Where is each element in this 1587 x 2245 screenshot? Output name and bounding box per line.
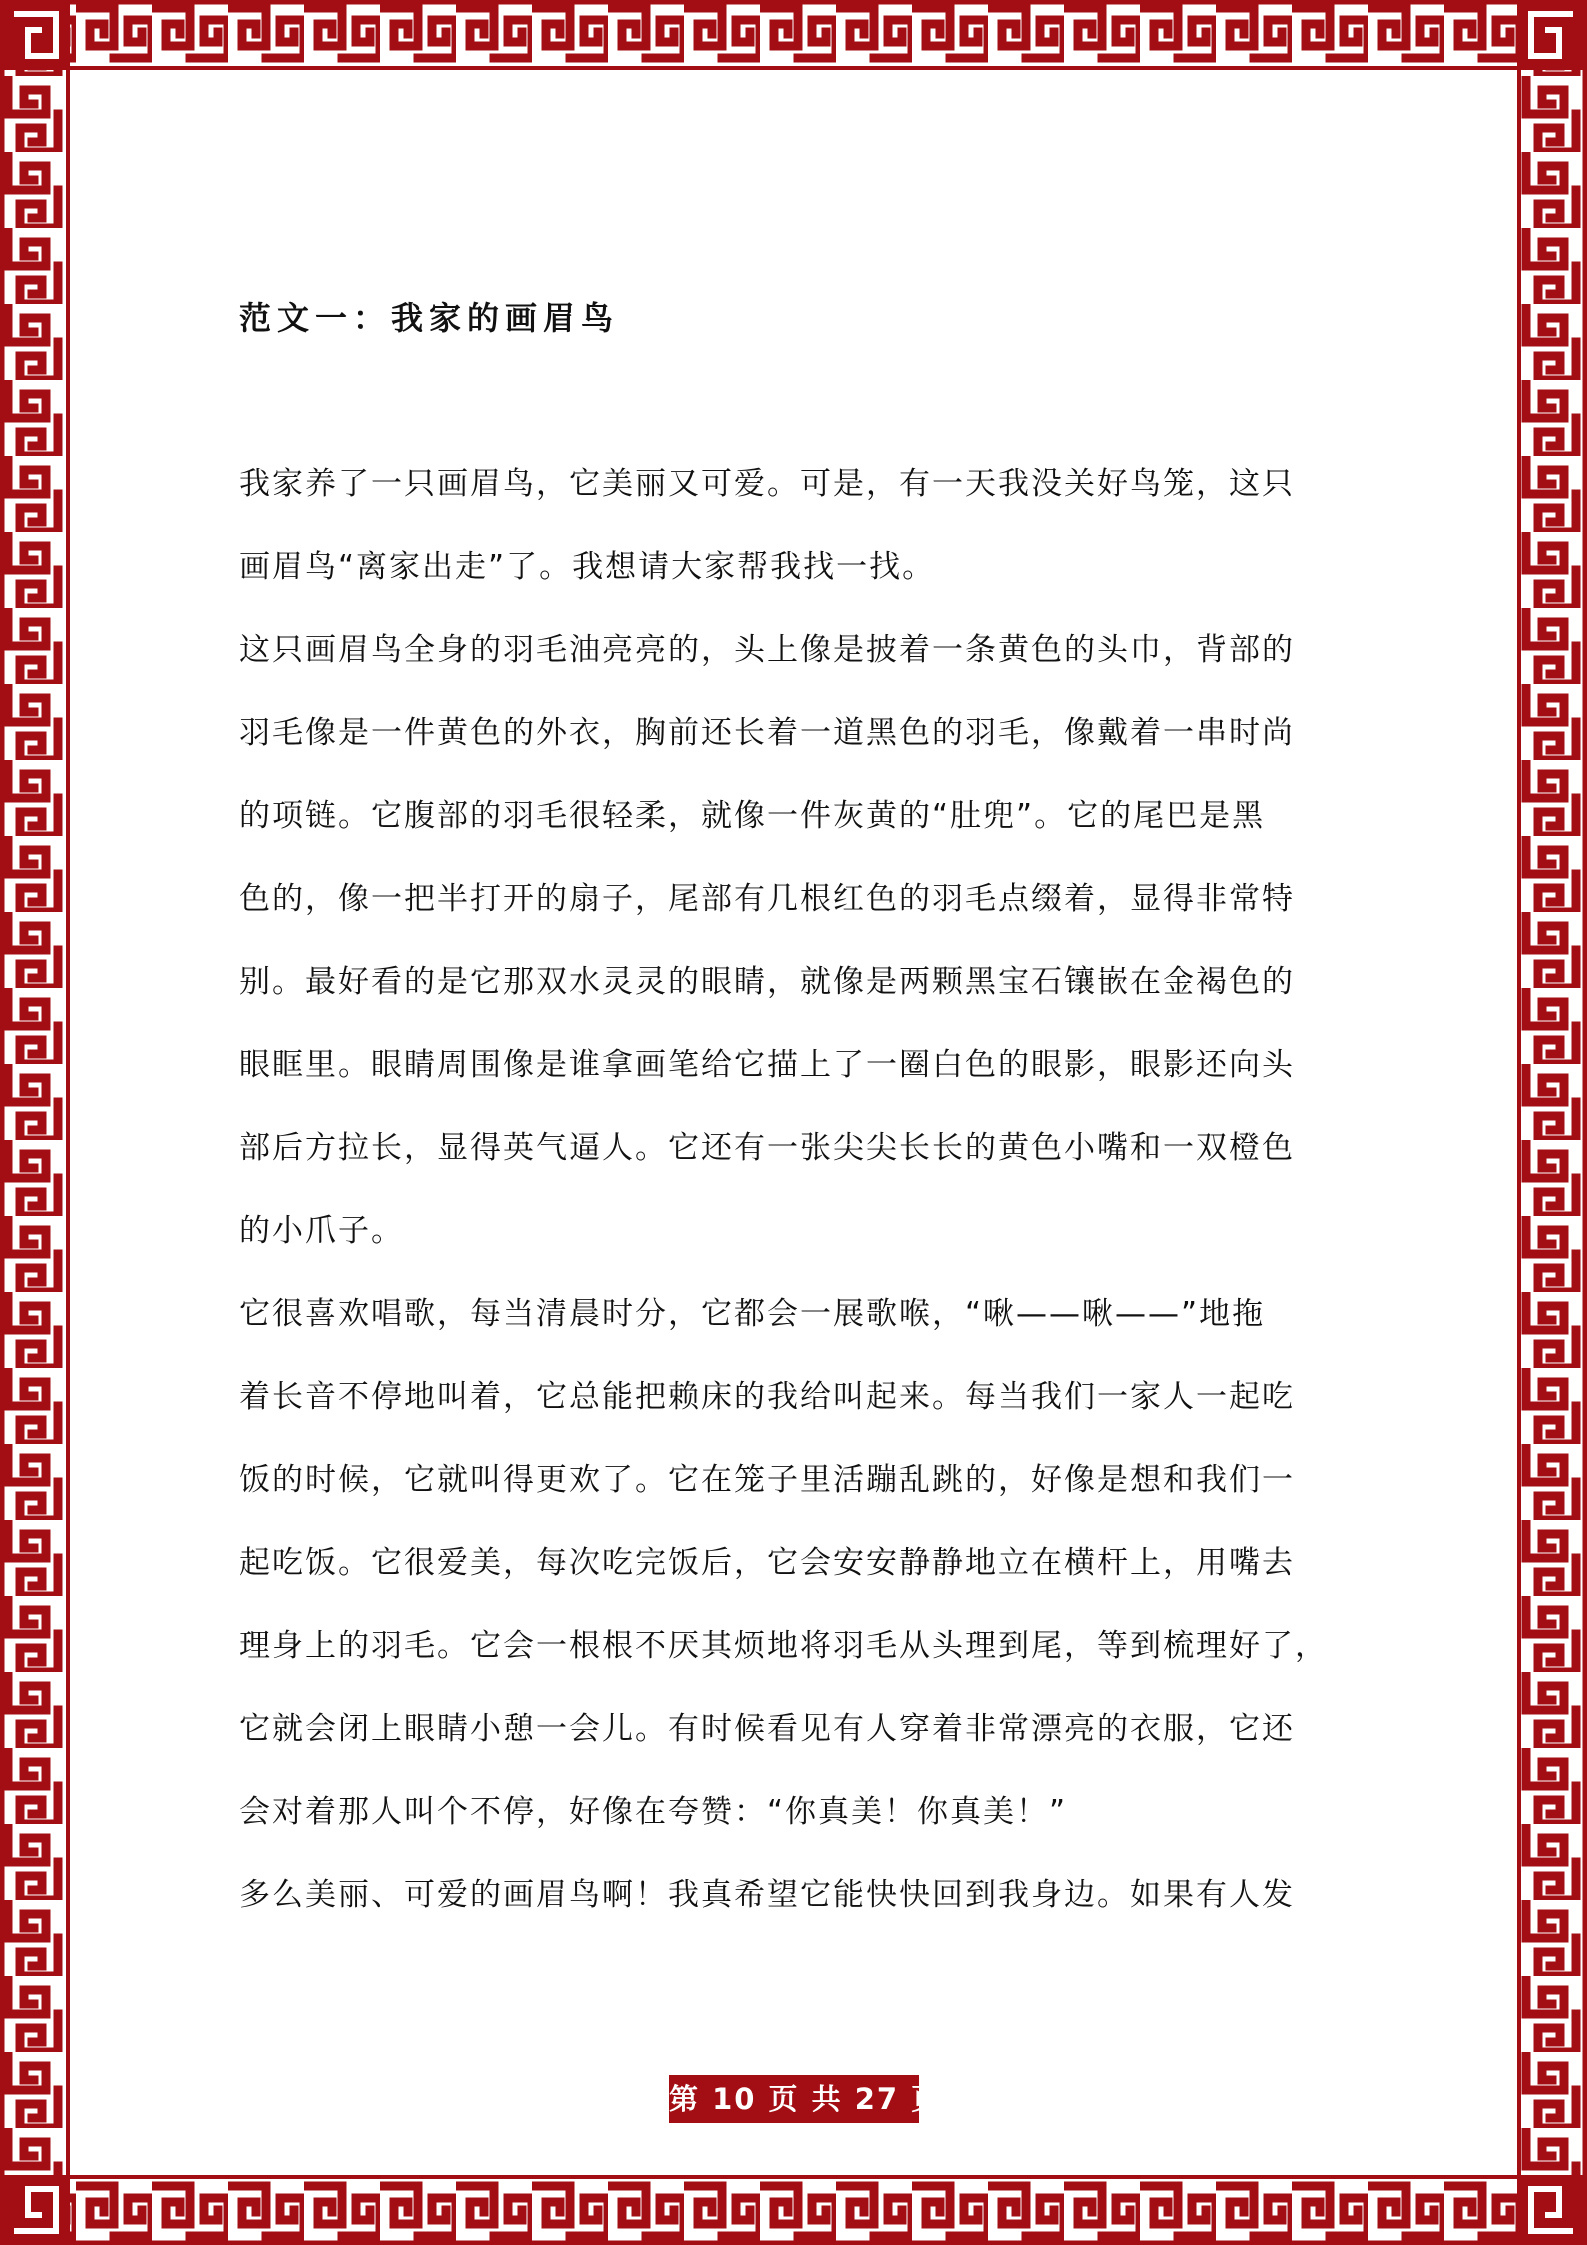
text-line: 画眉鸟“离家出走”了。我想请大家帮我找一找。 [239, 549, 936, 585]
text-line: 它就会闭上眼睛小憩一会儿。有时候看见有人穿着非常漂亮的衣服，它还 [239, 1711, 1295, 1747]
text-line: 羽毛像是一件黄色的外衣，胸前还长着一道黑色的羽毛，像戴着一串时尚 [239, 715, 1295, 751]
text-line: 它很喜欢唱歌，每当清晨时分，它都会一展歌喉，“啾——啾——”地拖 [239, 1296, 1266, 1332]
text-line: 这只画眉鸟全身的羽毛油亮亮的，头上像是披着一条黄色的头巾，背部的 [239, 632, 1295, 668]
essay-title: 范文一：我家的画眉鸟 [239, 299, 620, 337]
text-line: 别。最好看的是它那双水灵灵的眼睛，就像是两颗黑宝石镶嵌在金褐色的 [239, 964, 1295, 1000]
text-line: 眼眶里。眼睛周围像是谁拿画笔给它描上了一圈白色的眼影，眼影还向头 [239, 1047, 1295, 1083]
text-line: 起吃饭。它很爱美，每次吃完饭后，它会安安静静地立在横杆上，用嘴去 [239, 1545, 1295, 1581]
text-line: 着长音不停地叫着，它总能把赖床的我给叫起来。每当我们一家人一起吃 [239, 1379, 1295, 1415]
text-line: 的项链。它腹部的羽毛很轻柔，就像一件灰黄的“肚兜”。它的尾巴是黑 [239, 798, 1266, 834]
page-number-badge: 第 10 页 共 27 页 [669, 2075, 919, 2123]
text-line: 会对着那人叫个不停，好像在夸赞：“你真美！你真美！” [239, 1794, 1068, 1830]
text-line: 色的，像一把半打开的扇子，尾部有几根红色的羽毛点缀着，显得非常特 [239, 881, 1295, 917]
text-line: 多么美丽、可爱的画眉鸟啊！我真希望它能快快回到我身边。如果有人发 [239, 1877, 1295, 1913]
text-line: 理身上的羽毛。它会一根根不厌其烦地将羽毛从头理到尾，等到梳理好了， [239, 1628, 1328, 1664]
text-line: 我家养了一只画眉鸟，它美丽又可爱。可是，有一天我没关好鸟笼，这只 [239, 466, 1295, 502]
text-line: 部后方拉长，显得英气逼人。它还有一张尖尖长长的黄色小嘴和一双橙色 [239, 1130, 1295, 1166]
text-line: 饭的时候，它就叫得更欢了。它在笼子里活蹦乱跳的，好像是想和我们一 [239, 1462, 1295, 1498]
text-line: 的小爪子。 [239, 1213, 404, 1249]
